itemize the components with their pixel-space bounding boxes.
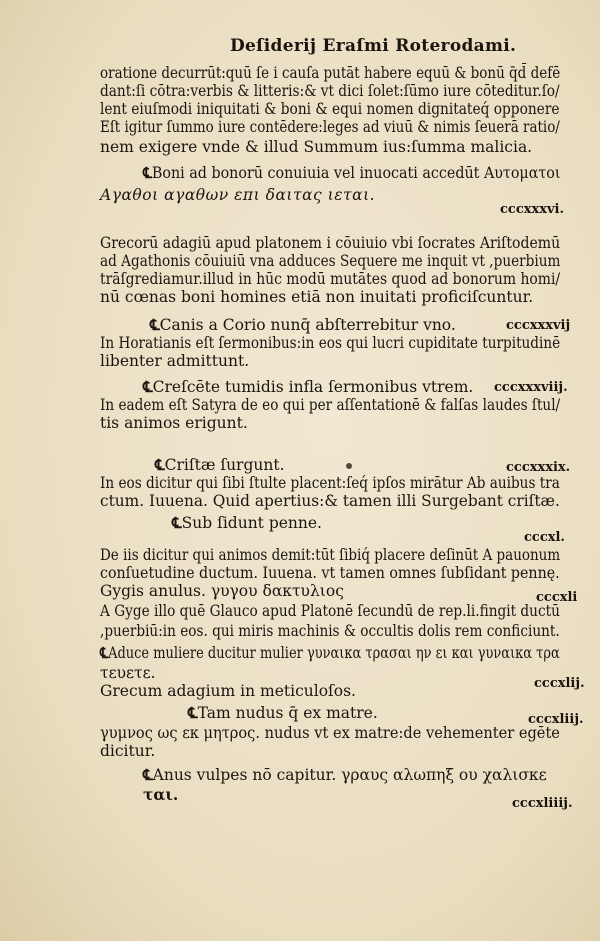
adage-heading: ℄Creſcēte tumidis infla ſermonibus vtrem.: [143, 378, 474, 396]
text-line: Grecorū adagiū apud platonem i cōuiuio vbi ſocrates Ariſtodemū: [100, 234, 561, 252]
adage-number: cccxliij.: [528, 712, 584, 727]
pilcrow-icon: ℄: [143, 164, 152, 182]
text-line: ,puerbiū:in eos. qui miris machinis & occultis dolis rem conficiunt.: [100, 622, 560, 640]
adage-heading: ℄Sub ſidunt penne.: [172, 514, 322, 532]
ink-spot: [346, 463, 352, 469]
text-line: oratione decurrūt:quū ſe i cauſa putāt habere equū & bonū q̄d̄ defē: [100, 64, 561, 82]
text-line: De iis dicitur qui animos demit:tūt ſibiq́ placere deſinūt A pauonum: [100, 546, 561, 564]
pilcrow-icon: ℄: [150, 316, 160, 334]
adage-number: cccxxxvi.: [500, 202, 565, 217]
greek-line: τευετε.: [100, 664, 156, 682]
adage-heading: ℄Aduce muliere ducitur mulier γυναικα τρασαι ην ει και γυναικα τρα: [100, 644, 560, 662]
adage-heading: ℄Criſtæ ſurgunt.: [155, 456, 285, 474]
adage-number: cccxl.: [524, 530, 565, 545]
text-line: Grecum adagium in meticuloſos.: [100, 682, 356, 700]
pilcrow-icon: ℄: [172, 514, 182, 532]
adage-heading: ℄Tam nudus q̄ ex matre.: [188, 704, 378, 722]
pilcrow-icon: ℄: [100, 644, 109, 662]
text-line: tis animos erigunt.: [100, 414, 248, 432]
text-line: lent eiuſmodi iniquitati & boni & equi nomen dignitateq́ opponere: [100, 100, 560, 118]
text-line: In eadem eſt Satyra de eo qui per aſſentationē & falſas laudes ſtul/: [100, 396, 561, 414]
adage-number: cccxxxviij.: [494, 380, 568, 395]
text-line: Eſt igitur ſummo iure contēdere:leges ad viuū & nimis ſeuerā ratio/: [100, 118, 560, 136]
text-line: ctum. Iuuena. Quid apertius:& tamen illi Surgebant criſtæ.: [100, 492, 560, 510]
text-line: conſuetudine ductum. Iuuena. vt tamen omnes ſubſidant pennę.: [100, 564, 560, 582]
text-line: trāſgrediamur.illud in hūc modū mutātes quod ad bonorum homi/: [100, 270, 561, 288]
text-line: In eos dicitur qui ſibi ſtulte placent:ſeq́ ipſos mirātur Ab auibus tra: [100, 474, 560, 492]
text-line: libenter admittunt.: [100, 352, 250, 370]
pilcrow-icon: ℄: [155, 456, 165, 474]
text-line: A Gyge illo quē Glauco apud Platonē ſecundū de rep.li.fingit ductū: [100, 602, 560, 620]
adage-number: cccxxxix.: [506, 460, 571, 475]
pilcrow-icon: ℄: [143, 766, 153, 784]
greek-line: ται.: [143, 785, 179, 804]
adage-number: cccxliiij.: [512, 796, 573, 811]
text-line: dant:ſi cōtra:verbis & litteris:& vt dici ſolet:ſūmo iure cōteditur.ſo/: [100, 82, 560, 100]
adage-heading: ℄Canis a Corio nunq̄ abſterrebitur vno.: [150, 316, 456, 334]
text-line: ad Agathonis cōuiuiū vna adduces Sequere me inquit vt ,puerbium: [100, 252, 561, 270]
adage-number: cccxxxvij: [506, 318, 571, 333]
pilcrow-icon: ℄: [143, 378, 153, 396]
text-line: nem exigere vnde & illud Summum ius:ſumma malicia.: [100, 138, 533, 156]
text-line: γυμνος ως εκ μητρος. nudus vt ex matre:de vehementer egēte: [100, 724, 560, 742]
greek-line: Αγαθοι αγαθων επι δαιτας ιεται.: [100, 186, 376, 204]
running-header: Deſiderij Eraſmi Roterodami.: [230, 36, 517, 56]
text-line: In Horatianis eſt ſermonibus:in eos qui lucri cupiditate turpitudinē: [100, 334, 561, 352]
pilcrow-icon: ℄: [188, 704, 198, 722]
adage-number: cccxlij.: [534, 676, 585, 691]
adage-heading: ℄Boni ad bonorū conuiuia vel inuocati accedūt Αυτοματοι: [143, 164, 561, 182]
text-line: nū cœnas boni homines etiā non inuitati proficiſcuntur.: [100, 288, 534, 306]
text-line: dicitur.: [100, 742, 156, 760]
adage-number: cccxli: [536, 590, 578, 605]
adage-heading: Gygis anulus. γυγου δακτυλιος: [100, 582, 344, 600]
adage-heading: ℄Anus vulpes nō capitur. γραυς αλωπηξ ου χαλισκε: [143, 766, 547, 784]
